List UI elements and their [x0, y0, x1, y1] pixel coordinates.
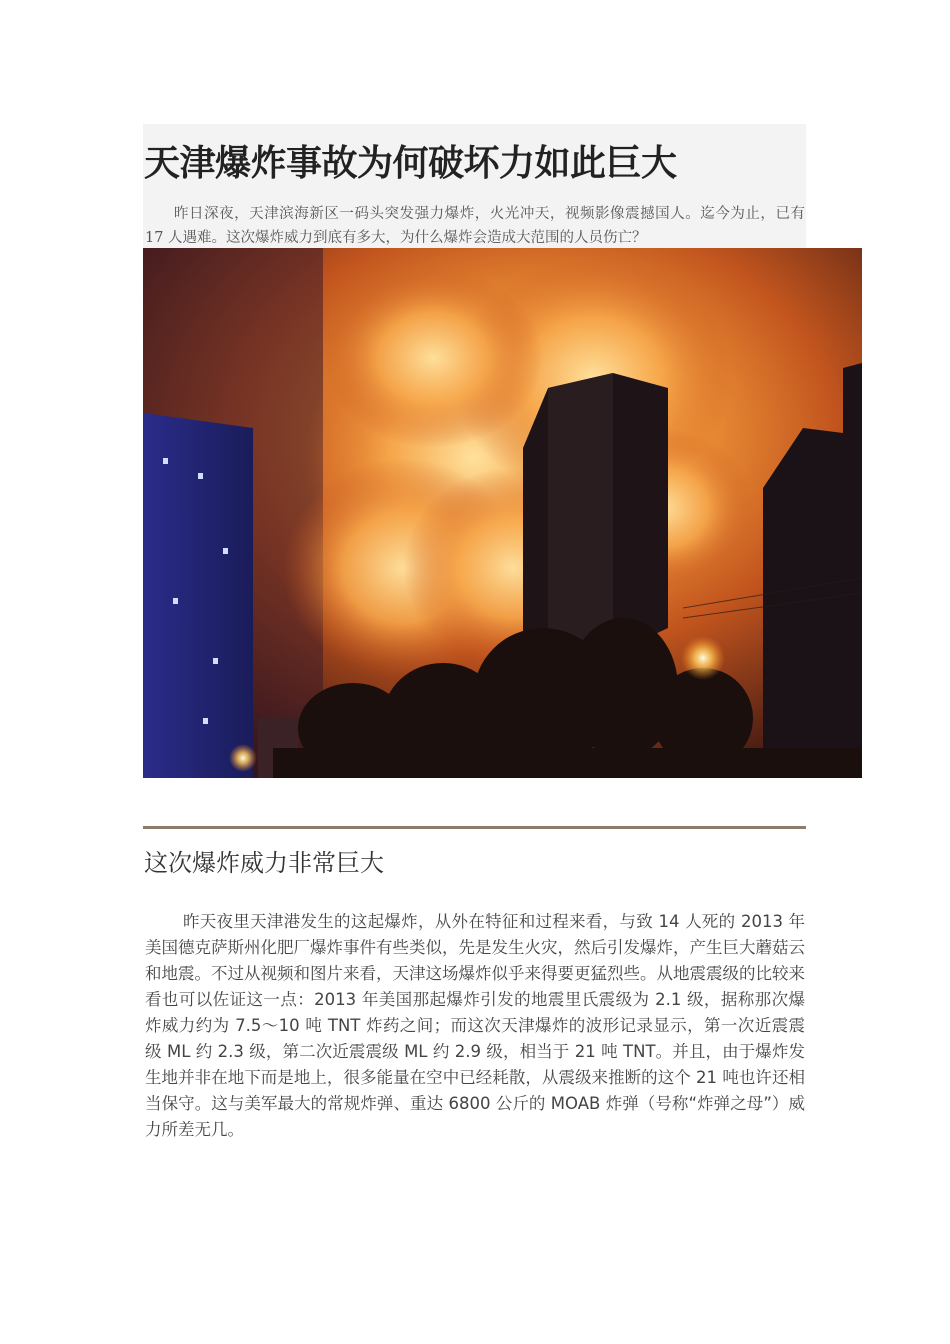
- section-heading: 这次爆炸威力非常巨大: [144, 849, 384, 877]
- article-body: 昨天夜里天津港发生的这起爆炸，从外在特征和过程来看，与致 14 人死的 2013 年美国德克萨斯州化肥厂爆炸事件有些类似，先是发生火灾，然后引发爆炸，产生巨大蘑菇云和地震。不过从视频和图片来看，天津这场爆炸似乎来得要更猛烈些。从地震震级的比较来看也可以佐证这一点：2013 年美国那起爆炸引发的地震里氏震级为 2.1 级，据称那次爆炸威力约为 7.5～10 吨 TNT 炸药之间；而这次天津爆炸的波形记录显示，第一次近震震级 ML 约 2.3 级，第二次近震震级 ML 约 2.9 级，相当于 21 吨 TNT。并且，由于爆炸发生地并非在地下而是地上，很多能量在空中已经耗散，从震级来推断的这个 21 吨也许还相当保守。这与美军最大的常规炸弹、重达 6800 公斤的 MOAB 炸弹（号称“炸弹之母”）威力所差无几。: [145, 912, 805, 1139]
- explosion-photo: [143, 248, 862, 778]
- article-lead: 昨日深夜，天津滨海新区一码头突发强力爆炸，火光冲天，视频影像震撼国人。迄今为止，已有 17 人遇难。这次爆炸威力到底有多大，为什么爆炸会造成大范围的人员伤亡？: [145, 206, 805, 246]
- article-title: 天津爆炸事故为何破坏力如此巨大: [144, 143, 677, 184]
- section-divider: [143, 826, 806, 829]
